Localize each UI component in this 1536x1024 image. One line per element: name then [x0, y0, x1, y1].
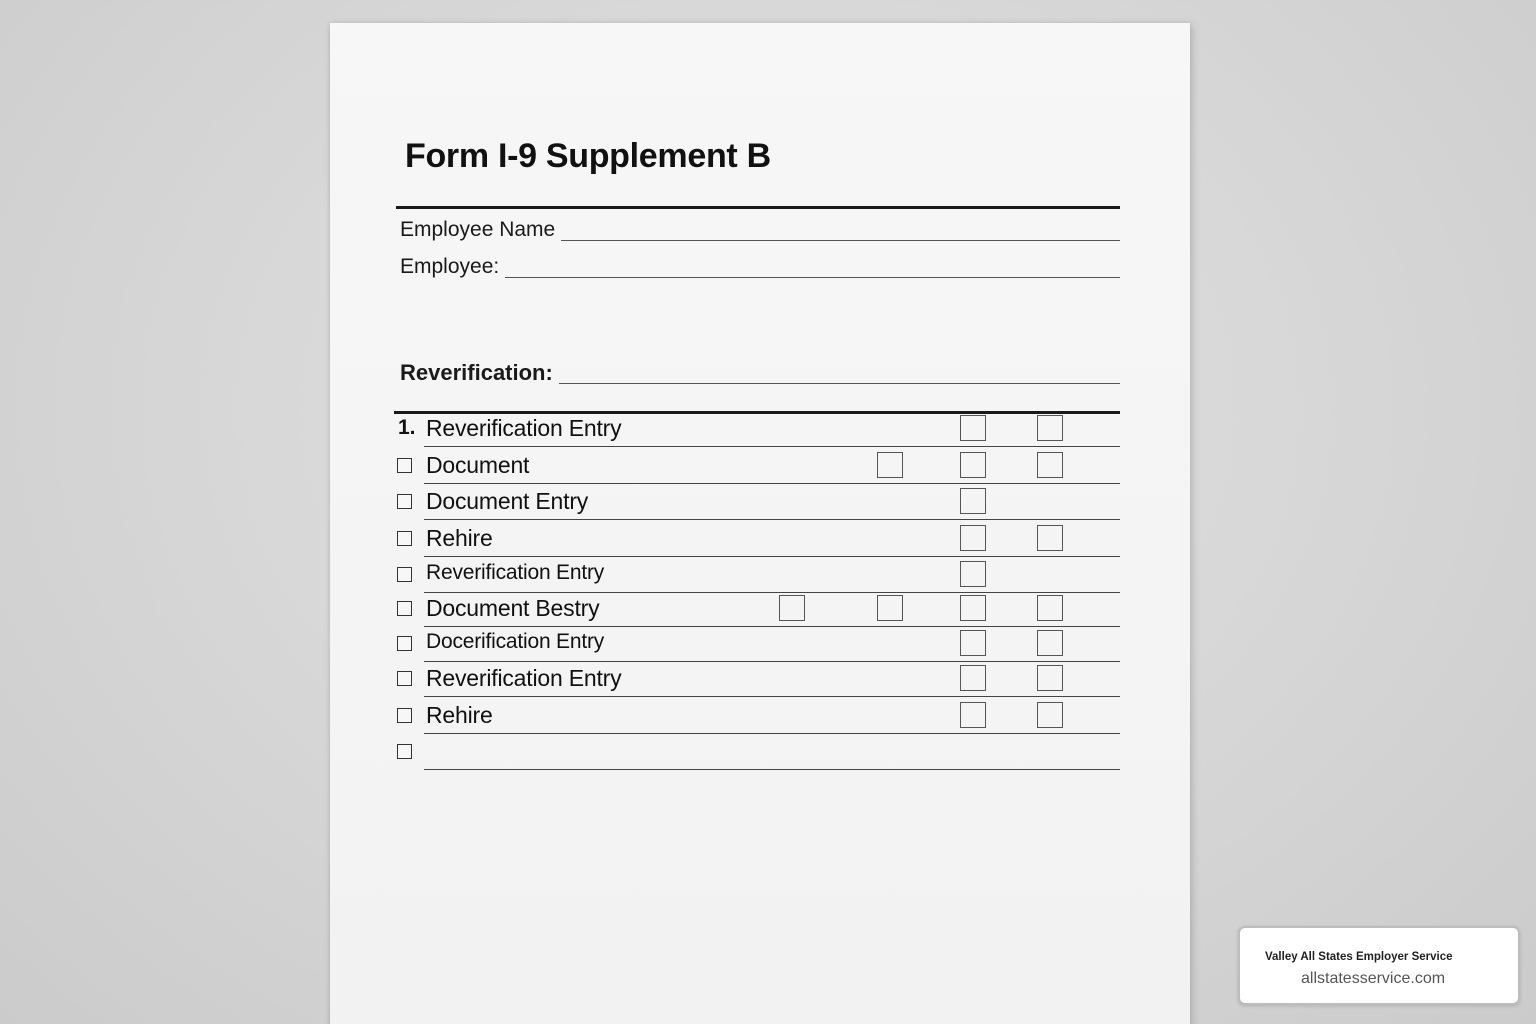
- row-checkbox[interactable]: [877, 595, 903, 621]
- row-label: Document Entry: [426, 488, 589, 514]
- table-row: [396, 698, 1120, 734]
- form-title: Form I-9 Supplement B: [405, 137, 771, 175]
- reverification-label: Reverification:: [400, 360, 553, 385]
- row-checkbox[interactable]: [779, 595, 805, 621]
- employee-name-line[interactable]: [561, 218, 1120, 241]
- row-label: Document Bestry: [426, 595, 600, 621]
- table-row: [396, 626, 1120, 662]
- row-select-checkbox[interactable]: [397, 708, 412, 723]
- row-checkbox[interactable]: [960, 525, 986, 551]
- employee-field[interactable]: [400, 254, 1120, 280]
- row-label: Reverification Entry: [426, 561, 605, 584]
- row-checkbox[interactable]: [1037, 630, 1063, 656]
- row-checkbox[interactable]: [960, 452, 986, 478]
- row-checkbox[interactable]: [877, 452, 903, 478]
- row-checkbox[interactable]: [960, 488, 986, 514]
- row-label: Reverification Entry: [426, 665, 622, 691]
- table-row: [396, 591, 1120, 627]
- row-checkbox[interactable]: [960, 665, 986, 691]
- row-label: Document: [426, 452, 530, 478]
- form-page: [330, 23, 1190, 1024]
- row-label: Rehire: [426, 702, 493, 728]
- row-select-checkbox[interactable]: [397, 458, 412, 473]
- row-checkbox[interactable]: [1037, 525, 1063, 551]
- employee-line[interactable]: [505, 255, 1120, 278]
- employee-label: Employee:: [400, 255, 500, 278]
- row-select-checkbox[interactable]: [397, 744, 412, 759]
- row-select-checkbox[interactable]: [397, 567, 412, 582]
- row-checkbox[interactable]: [1037, 665, 1063, 691]
- table-row: [396, 557, 1120, 593]
- row-checkbox[interactable]: [960, 415, 986, 441]
- row-checkbox[interactable]: [1037, 595, 1063, 621]
- row-select-checkbox[interactable]: [397, 531, 412, 546]
- row-checkbox[interactable]: [960, 561, 986, 587]
- reverification-field[interactable]: [400, 360, 1120, 386]
- table-row: [396, 448, 1120, 484]
- row-checkbox[interactable]: [960, 595, 986, 621]
- row-label: Reverification Entry: [426, 415, 622, 441]
- row-label: Docerification Entry: [426, 630, 605, 653]
- row-select-checkbox[interactable]: [397, 671, 412, 686]
- row-line: [424, 696, 1120, 697]
- company-url[interactable]: allstatesservice.com: [1301, 970, 1446, 987]
- row-line: [424, 519, 1120, 520]
- reverification-line[interactable]: [559, 361, 1120, 384]
- row-checkbox[interactable]: [1037, 702, 1063, 728]
- employee-name-field[interactable]: [400, 217, 1120, 243]
- row-checkbox[interactable]: [1037, 415, 1063, 441]
- row-checkbox[interactable]: [960, 630, 986, 656]
- row-select-checkbox[interactable]: [397, 494, 412, 509]
- row-line: [424, 769, 1120, 770]
- row-line: [424, 446, 1120, 447]
- company-badge: [1238, 926, 1520, 1005]
- row-checkbox[interactable]: [1037, 452, 1063, 478]
- row-select-checkbox[interactable]: [397, 636, 412, 651]
- row-checkbox[interactable]: [960, 702, 986, 728]
- table-row: [396, 484, 1120, 520]
- table-row: [396, 521, 1120, 557]
- employee-name-label: Employee Name: [400, 218, 556, 241]
- company-name: Valley All States Employer Service: [1265, 951, 1453, 963]
- title-divider: [396, 206, 1120, 209]
- table-row: [396, 661, 1120, 697]
- table-row: [396, 734, 1120, 770]
- row-select-checkbox[interactable]: [397, 601, 412, 616]
- row-label: Rehire: [426, 525, 493, 551]
- table-row: [396, 411, 1120, 447]
- row-number: 1.: [398, 416, 416, 439]
